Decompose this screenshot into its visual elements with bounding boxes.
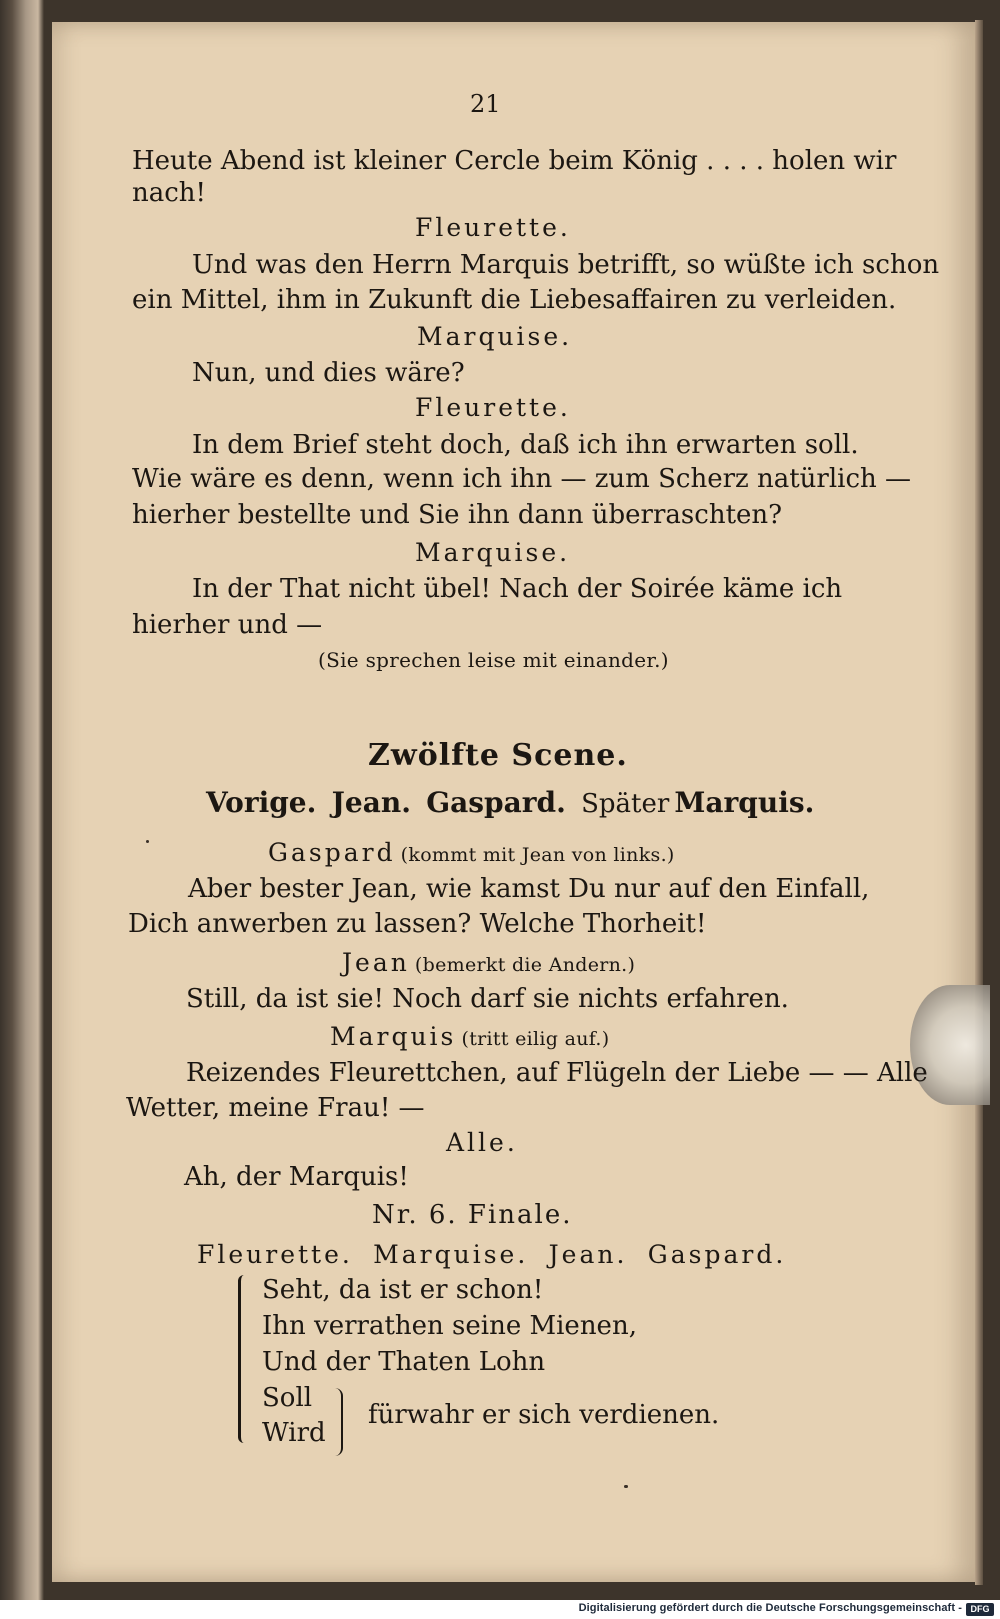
text-line: ein Mittel, ihm in Zukunft die Liebesaffairen zu verleiden. [132, 285, 897, 315]
text-line: Ah, der Marquis! [184, 1162, 409, 1192]
text-line: Reizendes Fleurettchen, auf Flügeln der Liebe — — Alle [186, 1058, 928, 1088]
text-line: hierher und — [132, 610, 323, 640]
speaker-name: Jean [342, 948, 410, 977]
cast-vorige: Vorige. [206, 786, 317, 819]
verse-line: Wird [262, 1418, 326, 1448]
text-line: nach! [132, 178, 207, 208]
speaker-line [330, 1022, 609, 1051]
finale-heading: Nr. 6. Finale. [372, 1200, 573, 1230]
verse-brace [238, 1275, 247, 1443]
page-edge [975, 20, 983, 1585]
speaker-name: Fleurette. [415, 393, 571, 422]
text-line: Aber bester Jean, wie kamst Du nur auf den Einfall, [188, 874, 870, 904]
text-line: In der That nicht übel! Nach der Soirée käme ich [192, 574, 843, 604]
cast-gaspard: Gaspard. [647, 1240, 787, 1269]
cast-jean: Jean. [331, 786, 411, 819]
ink-speck [146, 840, 149, 843]
text-line: In dem Brief steht doch, daß ich ihn erwarten soll. [192, 430, 859, 460]
text-line: Nun, und dies wäre? [192, 358, 465, 388]
speaker-name: Marquise. [417, 322, 573, 351]
stage-direction: (kommt mit Jean von links.) [400, 844, 675, 866]
speaker-name: Marquise. [415, 538, 571, 567]
cast-spaeter: Später [581, 789, 670, 819]
cast-fleurette: Fleurette. [197, 1240, 353, 1269]
speaker-line [342, 948, 635, 977]
text-line: hierher bestellte und Sie ihn dann überraschten? [132, 500, 783, 530]
stage-direction: (bemerkt die Andern.) [414, 954, 636, 976]
speaker-name: Gaspard [268, 838, 396, 867]
stage-direction: (tritt eilig auf.) [461, 1028, 610, 1050]
ink-speck [624, 1485, 628, 1488]
text-line: Heute Abend ist kleiner Cercle beim König . . . . holen wir [132, 146, 897, 176]
text-line: Wetter, meine Frau! — [126, 1093, 425, 1123]
dfg-logo: DFG [966, 1603, 994, 1616]
speaker-name: Fleurette. [415, 213, 571, 242]
verse-line: Und der Thaten Lohn [262, 1347, 546, 1377]
verse-line: Ihn verrathen seine Mienen, [262, 1311, 637, 1341]
scene-cast [206, 786, 814, 819]
text-line: Wie wäre es denn, wenn ich ihn — zum Scherz natürlich — [132, 464, 912, 494]
cast-gaspard: Gaspard. [426, 786, 566, 819]
verse-line: Soll [262, 1383, 313, 1413]
finale-cast [197, 1240, 786, 1269]
speaker-line [268, 838, 675, 867]
verse-line: Seht, da ist er schon! [262, 1275, 544, 1305]
stage-direction: (Sie sprechen leise mit einander.) [318, 648, 669, 672]
cast-marquise: Marquise. [373, 1240, 529, 1269]
scene-title: Zwölfte Scene. [368, 738, 628, 773]
verse-line: fürwahr er sich verdienen. [368, 1400, 720, 1430]
cast-jean: Jean. [548, 1240, 628, 1269]
speaker-name: Marquis [330, 1022, 457, 1051]
text-line: Und was den Herrn Marquis betrifft, so wüßte ich schon [192, 250, 940, 280]
verse-small-brace [333, 1388, 343, 1456]
text-line: Still, da ist sie! Noch darf sie nichts erfahren. [186, 984, 789, 1014]
footer-credit: Digitalisierung gefördert durch die Deutsche Forschungsgemeinschaft - [578, 1602, 962, 1614]
speaker-name: Alle. [446, 1128, 518, 1157]
page-number: 21 [470, 90, 501, 118]
cast-marquis: Marquis. [674, 786, 815, 819]
text-line: Dich anwerben zu lassen? Welche Thorheit! [128, 909, 707, 939]
